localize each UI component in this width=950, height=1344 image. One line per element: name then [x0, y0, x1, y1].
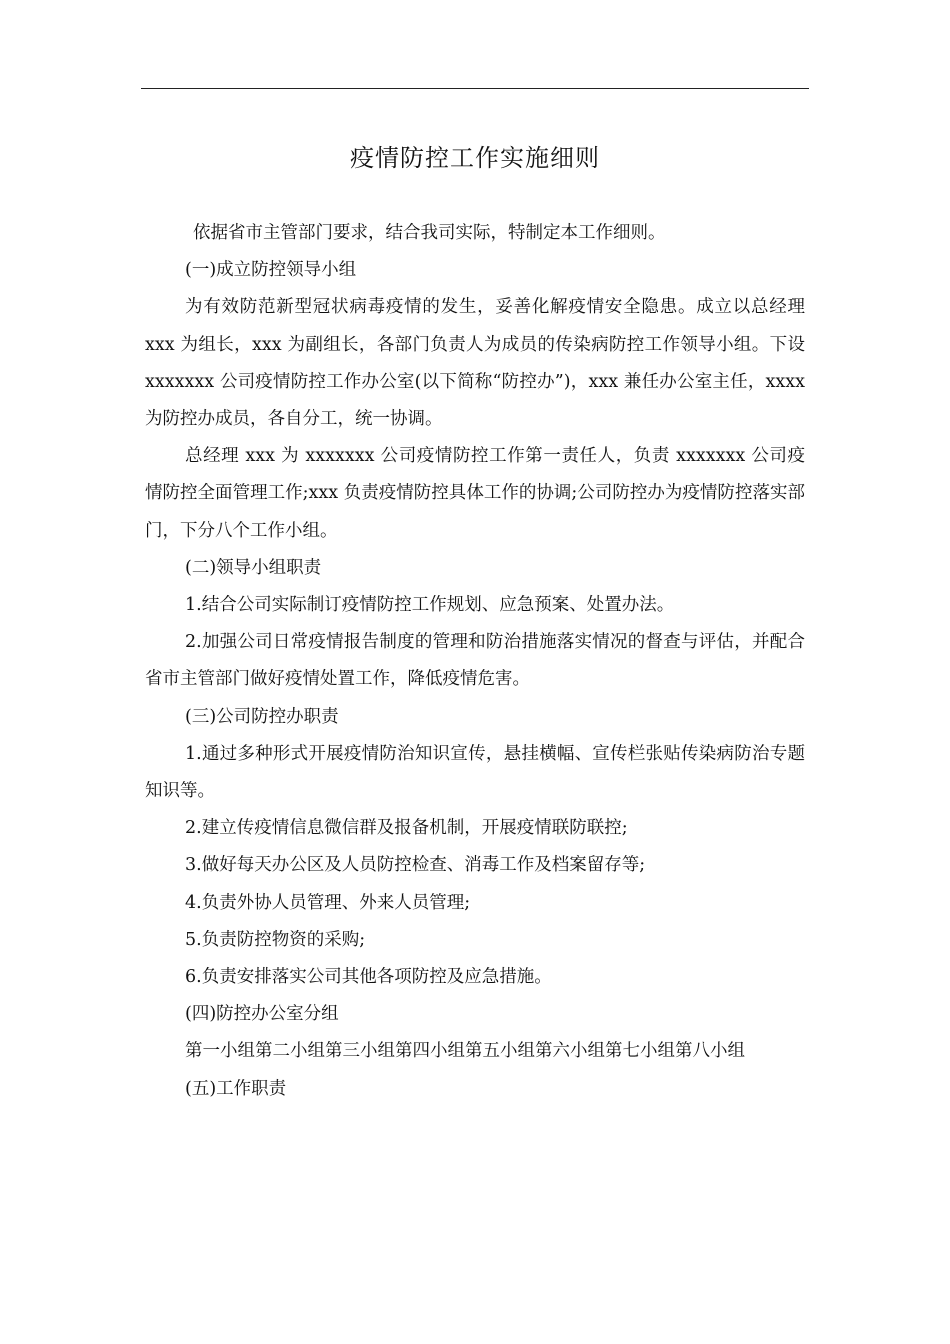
section-heading-2: (二)领导小组职责 [185, 557, 322, 578]
paragraph-responsibility: 总经理 xxx 为 xxxxxxx 公司疫情防控工作第一责任人，负责 xxxxxxx 公司疫情防控全面管理工作;xxx 负责疫情防控具体工作的协调;公司防控办为疫情防控落实部门，下分八个工作小组。 [145, 446, 805, 541]
header-rule [141, 88, 809, 89]
section-heading-1: (一)成立防控领导小组 [185, 260, 357, 281]
section-heading-3: (三)公司防控办职责 [185, 706, 339, 727]
document-body [145, 215, 805, 1108]
list-item: 6.负责安排落实公司其他各项防控及应急措施。 [185, 967, 552, 988]
list-item: 3.做好每天办公区及人员防控检查、消毒工作及档案留存等; [185, 855, 646, 876]
list-item: 4.负责外协人员管理、外来人员管理; [185, 892, 471, 913]
group-list: 第一小组第二小组第三小组第四小组第五小组第六小组第七小组第八小组 [185, 1041, 745, 1062]
list-item: 2.建立传疫情信息微信群及报备机制，开展疫情联防联控; [185, 818, 628, 839]
paragraph-leadership-group: 为有效防范新型冠状病毒疫情的发生，妥善化解疫情安全隐患。成立以总经理 xxx 为组长，xxx 为副组长，各部门负责人为成员的传染病防控工作领导小组。下设 xxxxxxx 公司疫情防控工作办公室(以下简称“防控办”)，xxx 兼任办公室主任，xxxx 为防控办成员，各自分工，统一协调。 [145, 297, 805, 430]
list-item: 2.加强公司日常疫情报告制度的管理和防治措施落实情况的督查与评估，并配合省市主管部门做好疫情处置工作，降低疫情危害。 [145, 632, 805, 690]
list-item: 5.负责防控物资的采购; [185, 929, 366, 950]
list-item: 1.结合公司实际制订疫情防控工作规划、应急预案、处置办法。 [185, 595, 675, 616]
intro-paragraph: 依据省市主管部门要求，结合我司实际，特制定本工作细则。 [193, 223, 666, 243]
document-title: 疫情防控工作实施细则 [350, 144, 600, 172]
section-heading-5: (五)工作职责 [185, 1078, 287, 1099]
list-item: 1.通过多种形式开展疫情防治知识宣传，悬挂横幅、宣传栏张贴传染病防治专题知识等。 [145, 743, 805, 802]
section-heading-4: (四)防控办公室分组 [185, 1004, 339, 1025]
